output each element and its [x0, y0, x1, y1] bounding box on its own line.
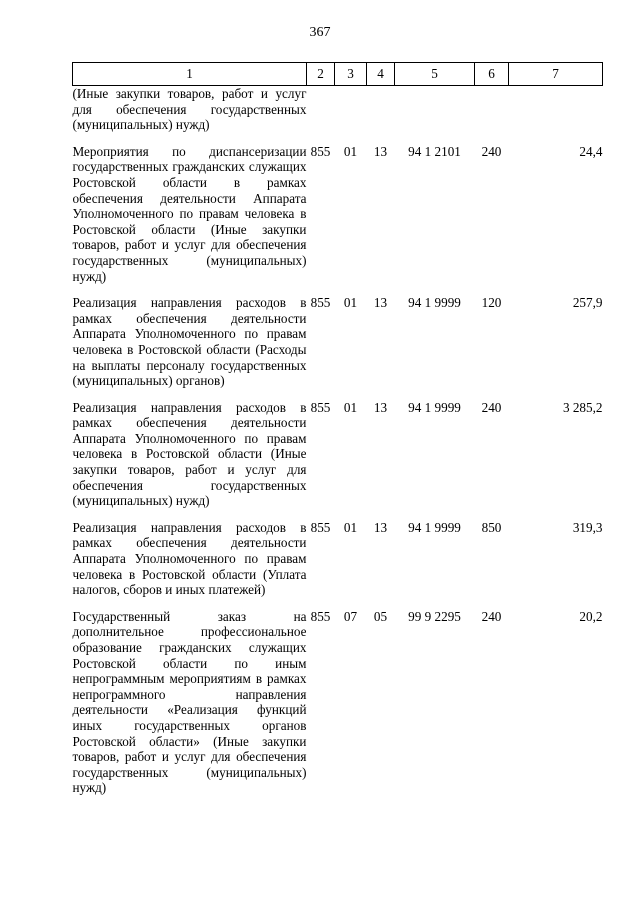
ved-code: 855	[310, 399, 331, 415]
table-row	[73, 295, 603, 400]
ved-code: 855	[310, 143, 331, 159]
ved-code: 855	[310, 519, 331, 535]
budget-table	[72, 62, 603, 807]
target-article-code: 94 1 9999	[408, 399, 461, 415]
expense-type-code: 240	[481, 143, 502, 159]
subsection-code: 05	[373, 608, 388, 624]
expense-name: Мероприятия по диспансеризации государственных гражданских служащих Ростовской области в рамках обеспечения деятельности Аппарата Уполномоченного по правам человека в Ростовской области (Иные закупки товаров, работ и услуг для обеспечения государственных (муниципальных) нужд)	[72, 143, 307, 284]
target-article-code	[395, 86, 475, 144]
expense-name: Государственный заказ на дополнительное профессиональное образование гражданских служащих Ростовской области по иным непрограммным мероприятиям в рамках непрограммного направления деятельности «Реализация функций иных государственных органов Ростовской области» (Иные закупки товаров, работ и услуг для обеспечения государственных (муниципальных) нужд)	[72, 608, 307, 796]
subsection-code: 13	[373, 143, 388, 159]
subsection-code: 13	[373, 295, 388, 311]
target-article-code: 99 9 2295	[408, 608, 461, 624]
expense-name: (Иные закупки товаров, работ и услуг для обеспечения государственных (муниципальных) нужд)	[72, 86, 307, 133]
target-article-code: 94 1 2101	[408, 143, 461, 159]
target-article-code: 94 1 9999	[408, 295, 461, 311]
ved-code: 855	[310, 295, 331, 311]
expense-type-code: 240	[481, 608, 502, 624]
section-code	[335, 86, 367, 144]
amount: 3 285,2	[562, 399, 603, 415]
section-code: 01	[343, 143, 358, 159]
expense-type-code: 850	[481, 519, 502, 535]
ved-code: 855	[310, 608, 331, 624]
amount: 24,4	[579, 143, 603, 159]
expense-name: Реализация направления расходов в рамках обеспечения деятельности Аппарата Уполномоченного по правам человека в Ростовской области (Расходы на выплаты персоналу государственных (муниципальных) органов)	[72, 295, 307, 389]
table-row	[73, 86, 603, 144]
table-row	[73, 609, 603, 807]
subsection-code: 13	[373, 519, 388, 535]
header-cell-5: 5	[395, 63, 475, 86]
section-code: 01	[343, 399, 358, 415]
header-row	[73, 63, 603, 86]
ved-code	[307, 86, 335, 144]
section-code: 07	[343, 608, 358, 624]
subsection-code	[367, 86, 395, 144]
expense-type-code: 240	[481, 399, 502, 415]
amount: 257,9	[572, 295, 603, 311]
amount: 319,3	[572, 519, 603, 535]
amount	[509, 86, 603, 144]
table-row	[73, 144, 603, 295]
expense-name: Реализация направления расходов в рамках обеспечения деятельности Аппарата Уполномоченного по правам человека в Ростовской области (Иные закупки товаров, работ и услуг для обеспечения государственных (муниципальных) нужд)	[72, 399, 307, 509]
page-number: 367	[309, 25, 331, 40]
header-cell-2: 2	[307, 63, 335, 86]
table-row	[73, 520, 603, 609]
amount: 20,2	[579, 608, 603, 624]
expense-type-code: 120	[481, 295, 502, 311]
section-code: 01	[343, 295, 358, 311]
target-article-code: 94 1 9999	[408, 519, 461, 535]
table-row	[73, 400, 603, 520]
header-cell-3: 3	[335, 63, 367, 86]
header-cell-1: 1	[73, 63, 307, 86]
expense-name: Реализация направления расходов в рамках обеспечения деятельности Аппарата Уполномоченного по правам человека в Ростовской области (Уплата налогов, сборов и иных платежей)	[72, 519, 307, 598]
subsection-code: 13	[373, 399, 388, 415]
header-cell-4: 4	[367, 63, 395, 86]
header-cell-7: 7	[509, 63, 603, 86]
expense-type-code	[475, 86, 509, 144]
section-code: 01	[343, 519, 358, 535]
header-cell-6: 6	[475, 63, 509, 86]
